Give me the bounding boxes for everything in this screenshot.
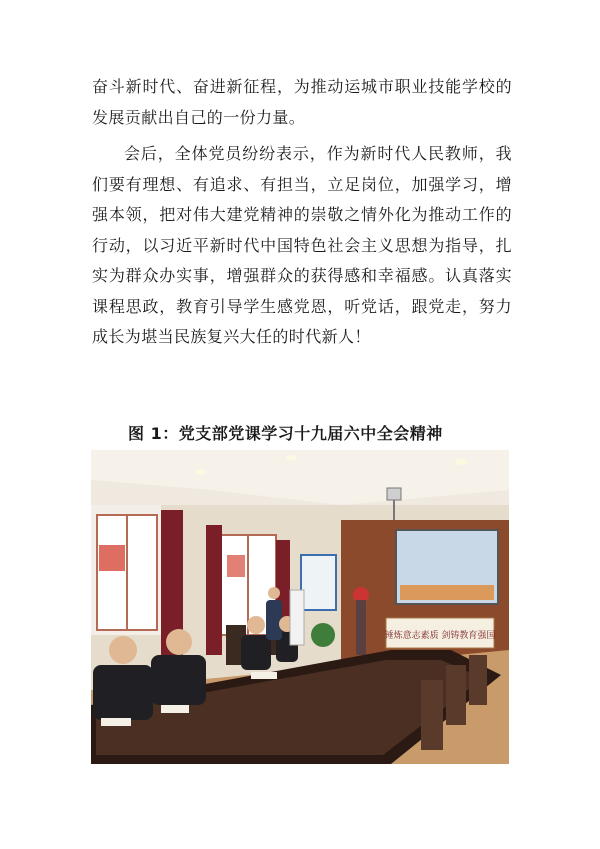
paragraph-2: 会后，全体党员纷纷表示，作为新时代人民教师，我们要有理想、有追求、有担当，立足岗位，加强学习，增强本领，把对伟大建党精神的崇敬之情外化为推动工作的行动，以习近平新时代中国特色社会主义思想为指导，扎实为群众办实事，增强群众的获得感和幸福感。认真落实课程思政，教育引导学生感党恩，听党话，跟党走，努力成长为堪当民族复兴大任的时代新人！: [92, 144, 512, 346]
meeting-room-photo: [91, 450, 509, 764]
figure-caption: 图 1：党支部党课学习十九届六中全会精神: [128, 424, 443, 443]
banner-text: 锤炼意志素质 剑铸教育强国: [384, 631, 496, 641]
paragraph-1: 奋斗新时代、奋进新征程，为推动运城市职业技能学校的发展贡献出自己的一份力量。: [92, 77, 512, 127]
